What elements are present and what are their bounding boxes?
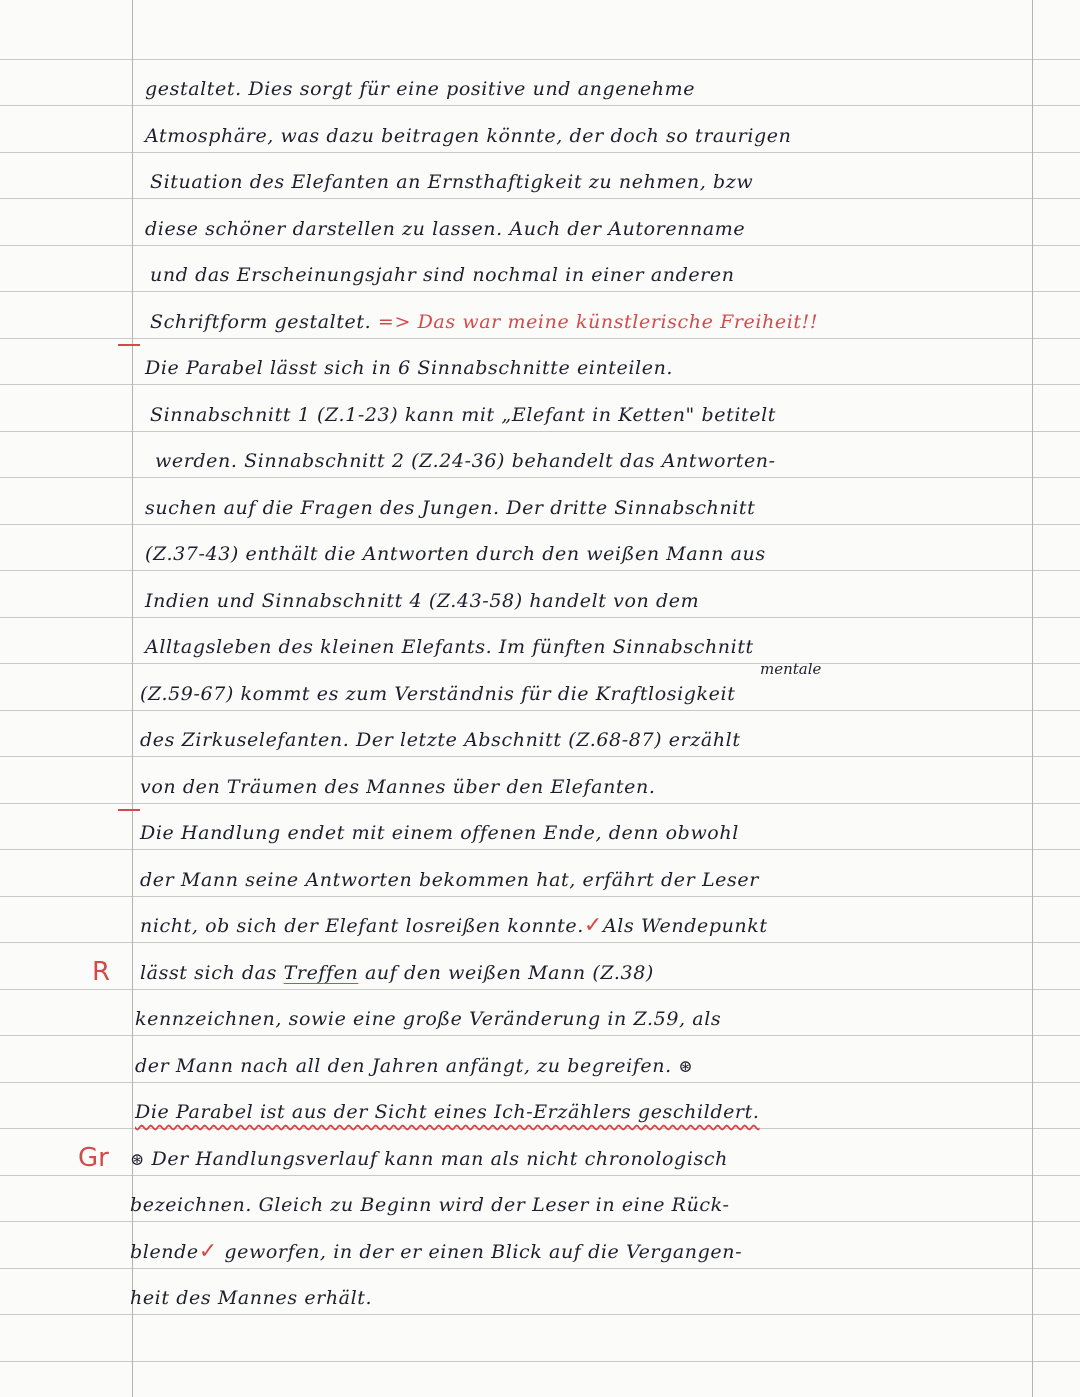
text-line xyxy=(130,1240,1010,1264)
text-segment: Der Handlungsverlauf kann man als nicht chronologisch xyxy=(144,1148,728,1170)
text-line xyxy=(145,635,1025,659)
ruled-line xyxy=(0,291,1080,292)
ruled-line xyxy=(0,756,1080,757)
text-line xyxy=(150,310,1030,334)
text-line xyxy=(140,914,1020,938)
ruled-line xyxy=(0,849,1080,850)
ruled-line xyxy=(0,198,1080,199)
text-segment: Alltagsleben des kleinen Elefants. Im fünften Sinnabschnitt xyxy=(145,636,754,658)
text-segment: gestaltet. Dies sorgt für eine positive und angenehme xyxy=(145,78,696,100)
ruled-line xyxy=(0,1268,1080,1269)
right-margin-line xyxy=(1032,0,1033,1397)
text-segment: Die Handlung endet mit einem offenen Ende, denn obwohl xyxy=(140,822,739,844)
ruled-line xyxy=(0,524,1080,525)
text-line xyxy=(140,821,1020,845)
text-line xyxy=(130,1147,1010,1172)
ruled-line xyxy=(0,477,1080,478)
text-segment: => Das war meine künstlerische Freiheit!! xyxy=(377,311,819,333)
ruled-line xyxy=(0,105,1080,106)
text-line xyxy=(140,682,1020,706)
ruled-line xyxy=(0,384,1080,385)
ruled-line xyxy=(0,59,1080,60)
ruled-line xyxy=(0,1128,1080,1129)
text-segment: der Mann nach all den Jahren anfängt, zu begreifen. xyxy=(135,1055,679,1077)
asterisk-mark-icon: ⊛ xyxy=(130,1150,145,1170)
ruled-line xyxy=(0,245,1080,246)
insertion-note: mentale xyxy=(760,660,822,678)
text-line xyxy=(135,1007,1015,1031)
text-segment: Die Parabel ist aus der Sicht eines Ich-Erzählers geschildert. xyxy=(135,1101,760,1123)
margin-correction-mark: R xyxy=(92,957,111,987)
text-line xyxy=(155,449,1035,473)
text-line xyxy=(145,542,1025,566)
text-segment: kennzeichnen, sowie eine große Veränderung in Z.59, als xyxy=(135,1008,722,1030)
text-segment: lässt sich das xyxy=(140,962,284,984)
ruled-line xyxy=(0,989,1080,990)
paragraph-marker xyxy=(118,809,140,811)
text-segment: Situation des Elefanten an Ernsthaftigkeit zu nehmen, bzw xyxy=(150,171,754,193)
text-line xyxy=(150,403,1030,427)
text-line xyxy=(150,170,1030,194)
text-segment: geworfen, in der er einen Blick auf die Vergangen- xyxy=(217,1241,743,1263)
text-line xyxy=(130,1286,1010,1310)
ruled-line xyxy=(0,1175,1080,1176)
ruled-line xyxy=(0,710,1080,711)
text-line xyxy=(145,77,1025,101)
text-segment: blende xyxy=(130,1241,199,1263)
text-segment: Indien und Sinnabschnitt 4 (Z.43-58) handelt von dem xyxy=(145,590,700,612)
left-margin-line xyxy=(132,0,133,1397)
text-segment: der Mann seine Antworten bekommen hat, erfährt der Leser xyxy=(140,869,759,891)
text-segment: (Z.59-67) kommt es zum Verständnis für die Kraftlosigkeit xyxy=(140,683,736,705)
text-line xyxy=(145,124,1025,148)
paragraph-marker xyxy=(118,344,140,346)
ruled-line xyxy=(0,617,1080,618)
text-segment: bezeichnen. Gleich zu Beginn wird der Leser in eine Rück- xyxy=(130,1194,730,1216)
text-line xyxy=(135,1100,1015,1124)
ruled-line xyxy=(0,942,1080,943)
text-segment: Atmosphäre, was dazu beitragen könnte, der doch so traurigen xyxy=(145,125,792,147)
text-segment: (Z.37-43) enthält die Antworten durch den weißen Mann aus xyxy=(145,543,766,565)
text-line xyxy=(140,775,1020,799)
text-segment: werden. Sinnabschnitt 2 (Z.24-36) behandelt das Antworten- xyxy=(155,450,776,472)
text-segment: und das Erscheinungsjahr sind nochmal in einer anderen xyxy=(150,264,735,286)
text-segment: Als Wendepunkt xyxy=(602,915,768,937)
text-line xyxy=(145,589,1025,613)
text-segment: Schriftform gestaltet. xyxy=(150,311,378,333)
ruled-line xyxy=(0,1314,1080,1315)
text-segment: suchen auf die Fragen des Jungen. Der dritte Sinnabschnitt xyxy=(145,497,756,519)
text-line xyxy=(140,868,1020,892)
ruled-line xyxy=(0,1221,1080,1222)
text-segment: diese schöner darstellen zu lassen. Auch der Autorenname xyxy=(145,218,746,240)
text-segment: des Zirkuselefanten. Der letzte Abschnitt (Z.68-87) erzählt xyxy=(140,729,741,751)
ruled-line xyxy=(0,570,1080,571)
check-mark-icon: ✓ xyxy=(583,913,603,938)
ruled-line xyxy=(0,803,1080,804)
ruled-line xyxy=(0,896,1080,897)
text-segment: von den Träumen des Mannes über den Elefanten. xyxy=(140,776,656,798)
text-line xyxy=(145,496,1025,520)
text-segment: Treffen xyxy=(283,962,359,984)
text-line xyxy=(135,1054,1015,1079)
text-line xyxy=(145,217,1025,241)
text-line xyxy=(145,356,1025,380)
ruled-line xyxy=(0,431,1080,432)
ruled-line xyxy=(0,1082,1080,1083)
asterisk-mark-icon: ⊛ xyxy=(678,1057,694,1077)
text-line xyxy=(140,961,1020,985)
text-line xyxy=(150,263,1030,287)
text-segment: auf den weißen Mann (Z.38) xyxy=(358,962,654,984)
margin-correction-mark: Gr xyxy=(78,1143,109,1173)
text-segment: nicht, ob sich der Elefant losreißen konnte. xyxy=(140,915,584,937)
ruled-line xyxy=(0,338,1080,339)
text-segment: Die Parabel lässt sich in 6 Sinnabschnitte einteilen. xyxy=(145,357,674,379)
text-line xyxy=(130,1193,1010,1217)
check-mark-icon: ✓ xyxy=(198,1239,218,1264)
text-segment: heit des Mannes erhält. xyxy=(130,1287,373,1309)
ruled-line xyxy=(0,1035,1080,1036)
ruled-line xyxy=(0,152,1080,153)
ruled-line xyxy=(0,1361,1080,1362)
text-line xyxy=(140,728,1020,752)
text-segment: Sinnabschnitt 1 (Z.1-23) kann mit „Elefant in Ketten" betitelt xyxy=(150,404,777,426)
ruled-line xyxy=(0,663,1080,664)
